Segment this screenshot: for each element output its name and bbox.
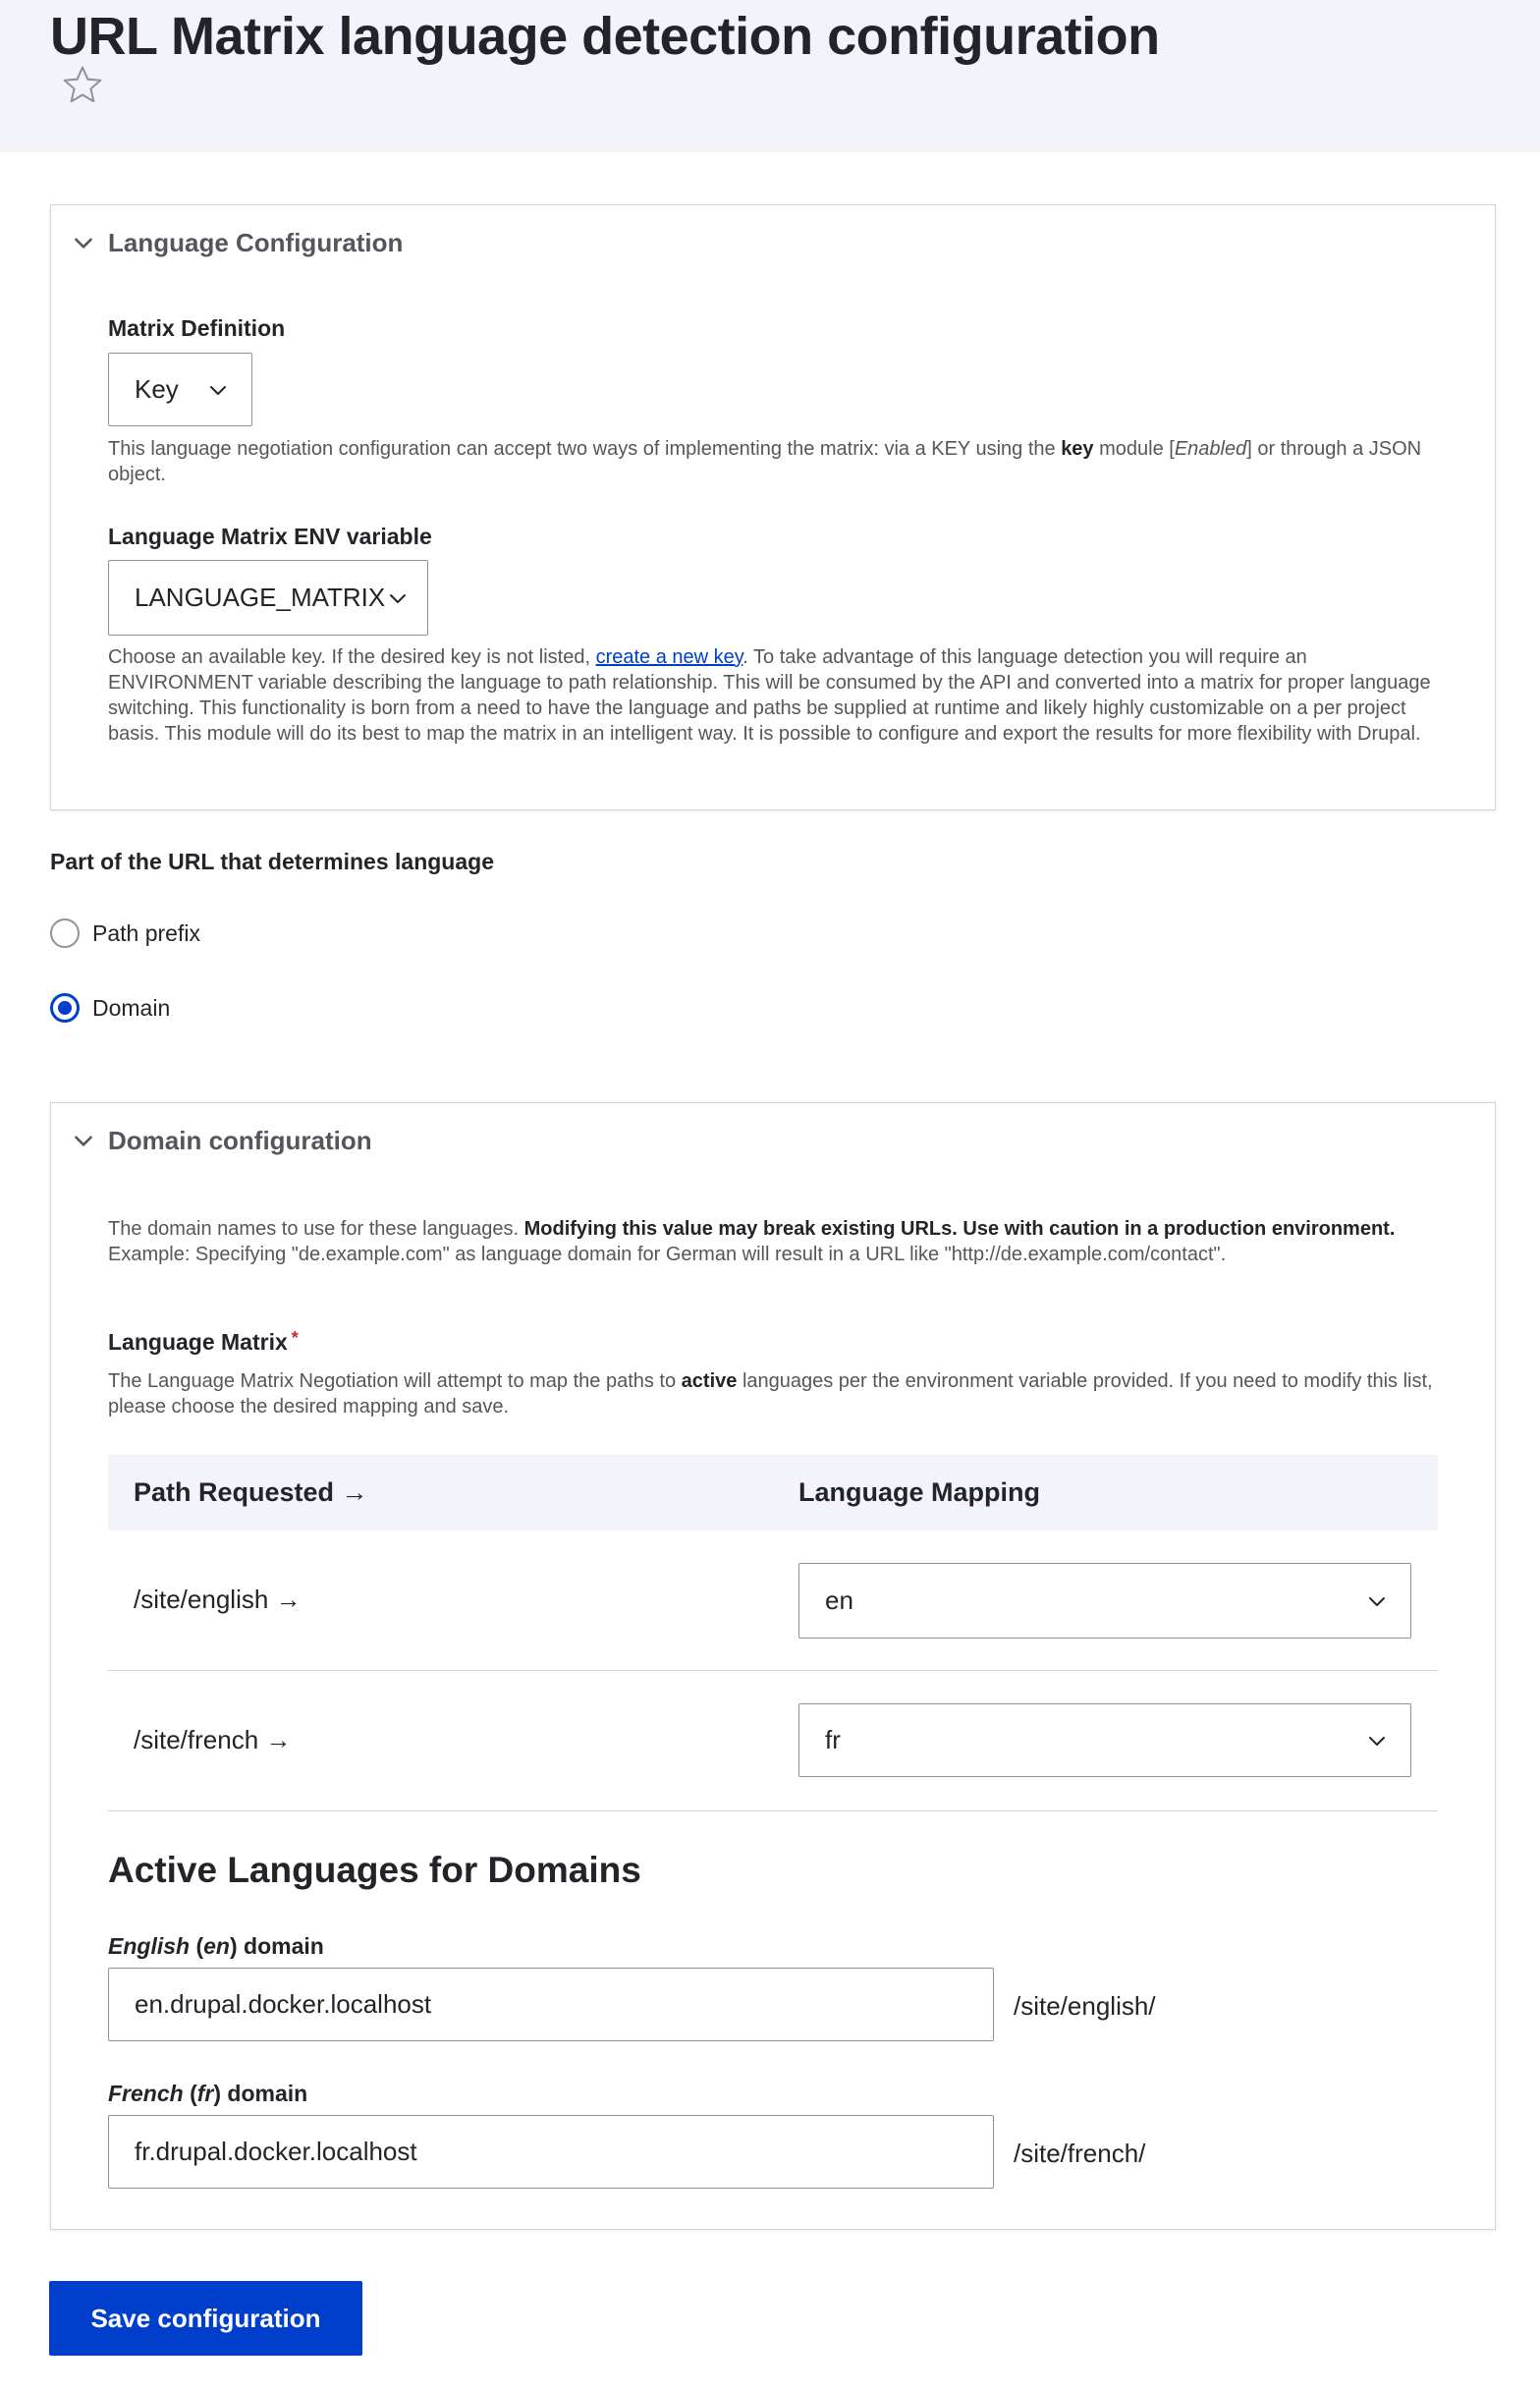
table-row <box>108 1671 1438 1811</box>
french-domain-label: French (fr) domain <box>108 2081 308 2106</box>
create-new-key-link[interactable]: create a new key <box>595 646 743 668</box>
english-domain-label: English (en) domain <box>108 1933 324 1959</box>
radio-domain-label: Domain <box>92 994 171 1021</box>
language-matrix-table-header <box>108 1455 1438 1530</box>
domain-configuration-toggle[interactable] <box>71 1121 372 1160</box>
language-mapping-select-english[interactable] <box>798 1563 1411 1639</box>
matrix-definition-label: Matrix Definition <box>108 315 286 341</box>
url-part-label: Part of the URL that determines language <box>50 849 494 874</box>
radio-path-prefix-control[interactable] <box>50 918 80 948</box>
matrix-definition-select[interactable] <box>108 353 252 426</box>
language-matrix-description: The Language Matrix Negotiation will attempt to map the paths to active languages per the environment variable provided. If you need to modify this list, please choose the desired mapping and save. <box>108 1370 1433 1418</box>
domain-configuration-fieldset <box>50 1102 1496 2230</box>
french-domain-input[interactable] <box>108 2115 994 2189</box>
english-domain-input[interactable] <box>108 1968 994 2041</box>
path-requested-cell: /site/english → <box>134 1585 302 1614</box>
env-variable-select[interactable] <box>108 560 428 636</box>
radio-domain[interactable] <box>50 993 170 1023</box>
save-configuration-button[interactable]: Save configuration <box>49 2281 362 2356</box>
chevron-down-icon <box>386 586 410 610</box>
radio-path-prefix[interactable] <box>50 918 200 948</box>
language-configuration-fieldset <box>50 204 1496 810</box>
english-domain-suffix: /site/english/ <box>1014 1991 1156 2021</box>
table-row <box>108 1530 1438 1671</box>
star-icon[interactable] <box>61 63 104 106</box>
chevron-down-icon <box>71 1128 96 1153</box>
language-configuration-toggle[interactable] <box>71 223 403 262</box>
language-mapping-value: fr <box>825 1725 841 1754</box>
chevron-down-icon <box>1365 1589 1389 1613</box>
chevron-down-icon <box>206 378 230 402</box>
path-requested-cell: /site/french → <box>134 1725 292 1754</box>
chevron-down-icon <box>1365 1729 1389 1752</box>
domain-configuration-legend: Domain configuration <box>108 1125 372 1155</box>
language-configuration-legend: Language Configuration <box>108 227 404 257</box>
page-header <box>0 0 1540 152</box>
domain-configuration-description: The domain names to use for these languages. Modifying this value may break existing URLs. Use with caution in a production environment. Example: Specifying "de.example.com" as language domain for German will result in a URL like "http://de.example.com/contact". <box>108 1218 1396 1265</box>
radio-domain-control[interactable] <box>50 993 80 1023</box>
env-variable-label: Language Matrix ENV variable <box>108 524 432 549</box>
matrix-definition-description: This language negotiation configuration can accept two ways of implementing the matrix: via a KEY using the key module [Enabled] or through a JSON object. <box>108 438 1422 485</box>
column-header-language-mapping: Language Mapping <box>798 1477 1040 1507</box>
language-mapping-value: en <box>825 1585 853 1615</box>
chevron-down-icon <box>71 230 96 255</box>
page-title: URL Matrix language detection configuration <box>50 7 1160 66</box>
language-mapping-select-french[interactable] <box>798 1703 1411 1777</box>
matrix-definition-value: Key <box>135 374 179 404</box>
french-domain-suffix: /site/french/ <box>1014 2139 1146 2168</box>
language-matrix-label: Language Matrix * <box>108 1328 299 1355</box>
env-variable-description: Choose an available key. If the desired key is not listed, create a new key. To take advantage of this language detection you will require an ENVIRONMENT variable describing the language to path relationship. This will be consumed by the API and converted into a matrix for proper language switching. This functionality is born from a need to have the language and paths be supplied at runtime and likely highly customizable on a per project basis. This module will do its best to map the matrix in an intelligent way. It is possible to configure and export the results for more flexibility with Drupal. <box>108 646 1431 745</box>
active-languages-heading: Active Languages for Domains <box>108 1850 641 1890</box>
env-variable-value: LANGUAGE_MATRIX <box>135 583 386 612</box>
column-header-path-requested: Path Requested → <box>134 1477 368 1507</box>
required-marker: * <box>291 1328 299 1348</box>
radio-path-prefix-label: Path prefix <box>92 919 200 946</box>
